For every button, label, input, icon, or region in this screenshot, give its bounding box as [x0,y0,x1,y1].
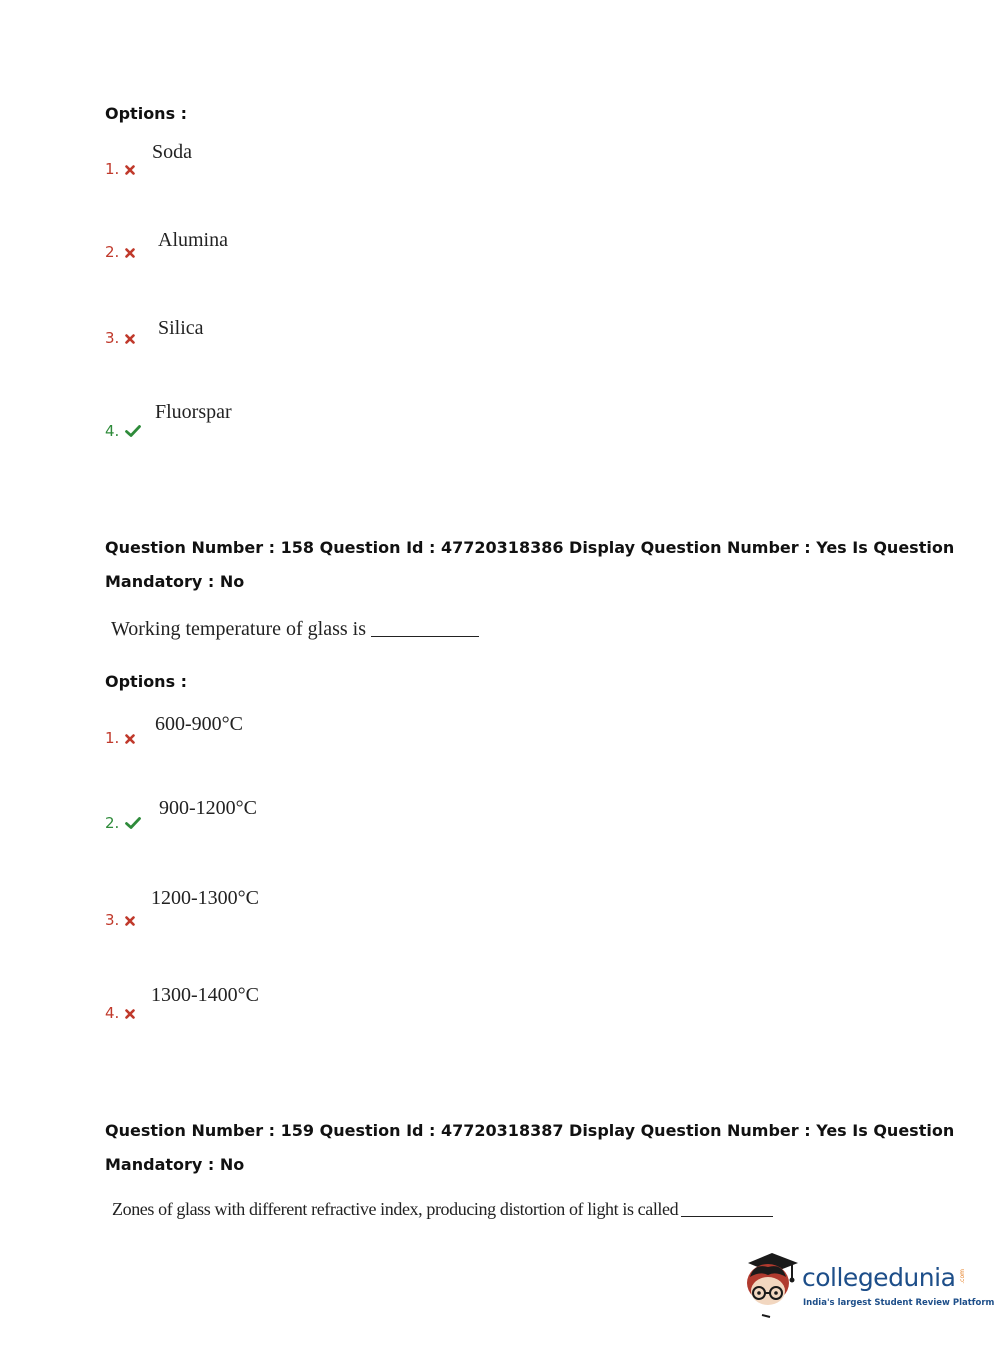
question-text-body: Working temperature of glass is [111,618,366,640]
cross-icon [125,161,135,179]
option-text: Silica [158,317,204,339]
option-number-label: 1. [105,729,120,747]
cross-icon [125,730,135,748]
logo-tagline: India's largest Student Review Platform [803,1298,995,1308]
option-text: 1200-1300°C [151,887,259,909]
logo-wordmark: collegedunia [802,1263,956,1292]
check-icon [125,815,141,833]
cross-icon [125,244,135,262]
option-number [105,729,135,748]
question-header-mandatory: Mandatory : No [105,1155,245,1174]
option-number-label: 1. [105,160,120,178]
mascot-icon [742,1249,800,1323]
option-number-label: 4. [105,422,120,440]
option-number-label: 2. [105,814,120,832]
option-number [105,814,141,833]
question-text [111,618,479,641]
options-label: Options : [105,672,188,691]
option-number [105,1004,135,1023]
answer-blank [371,636,479,637]
option-text: 1300-1400°C [151,984,259,1006]
option-number-label: 3. [105,911,120,929]
cross-icon [125,1005,135,1023]
option-text: 600-900°C [155,713,243,735]
option-text: Soda [152,141,192,163]
option-number-label: 3. [105,329,120,347]
question-text [112,1199,773,1220]
options-label: Options : [105,104,188,123]
question-header: Question Number : 159 Question Id : 47720318387 Display Question Number : Yes Is Question [105,1121,955,1140]
option-number [105,422,141,441]
option-number [105,329,135,348]
option-text: Fluorspar [155,401,232,423]
option-number-label: 2. [105,243,120,261]
question-header-mandatory: Mandatory : No [105,572,245,591]
cross-icon [125,330,135,348]
option-text: 900-1200°C [159,797,257,819]
option-number [105,911,135,930]
option-number-label: 4. [105,1004,120,1022]
cross-icon [125,912,135,930]
option-number [105,243,135,262]
question-text-body: Zones of glass with different refractive index, producing distortion of light is called [112,1199,679,1219]
collegedunia-logo [742,1249,995,1319]
logo-suffix: .com [959,1269,966,1284]
question-header: Question Number : 158 Question Id : 47720318386 Display Question Number : Yes Is Question [105,538,955,557]
option-number [105,160,135,179]
check-icon [125,423,141,441]
answer-blank [681,1216,773,1217]
option-text: Alumina [158,229,228,251]
